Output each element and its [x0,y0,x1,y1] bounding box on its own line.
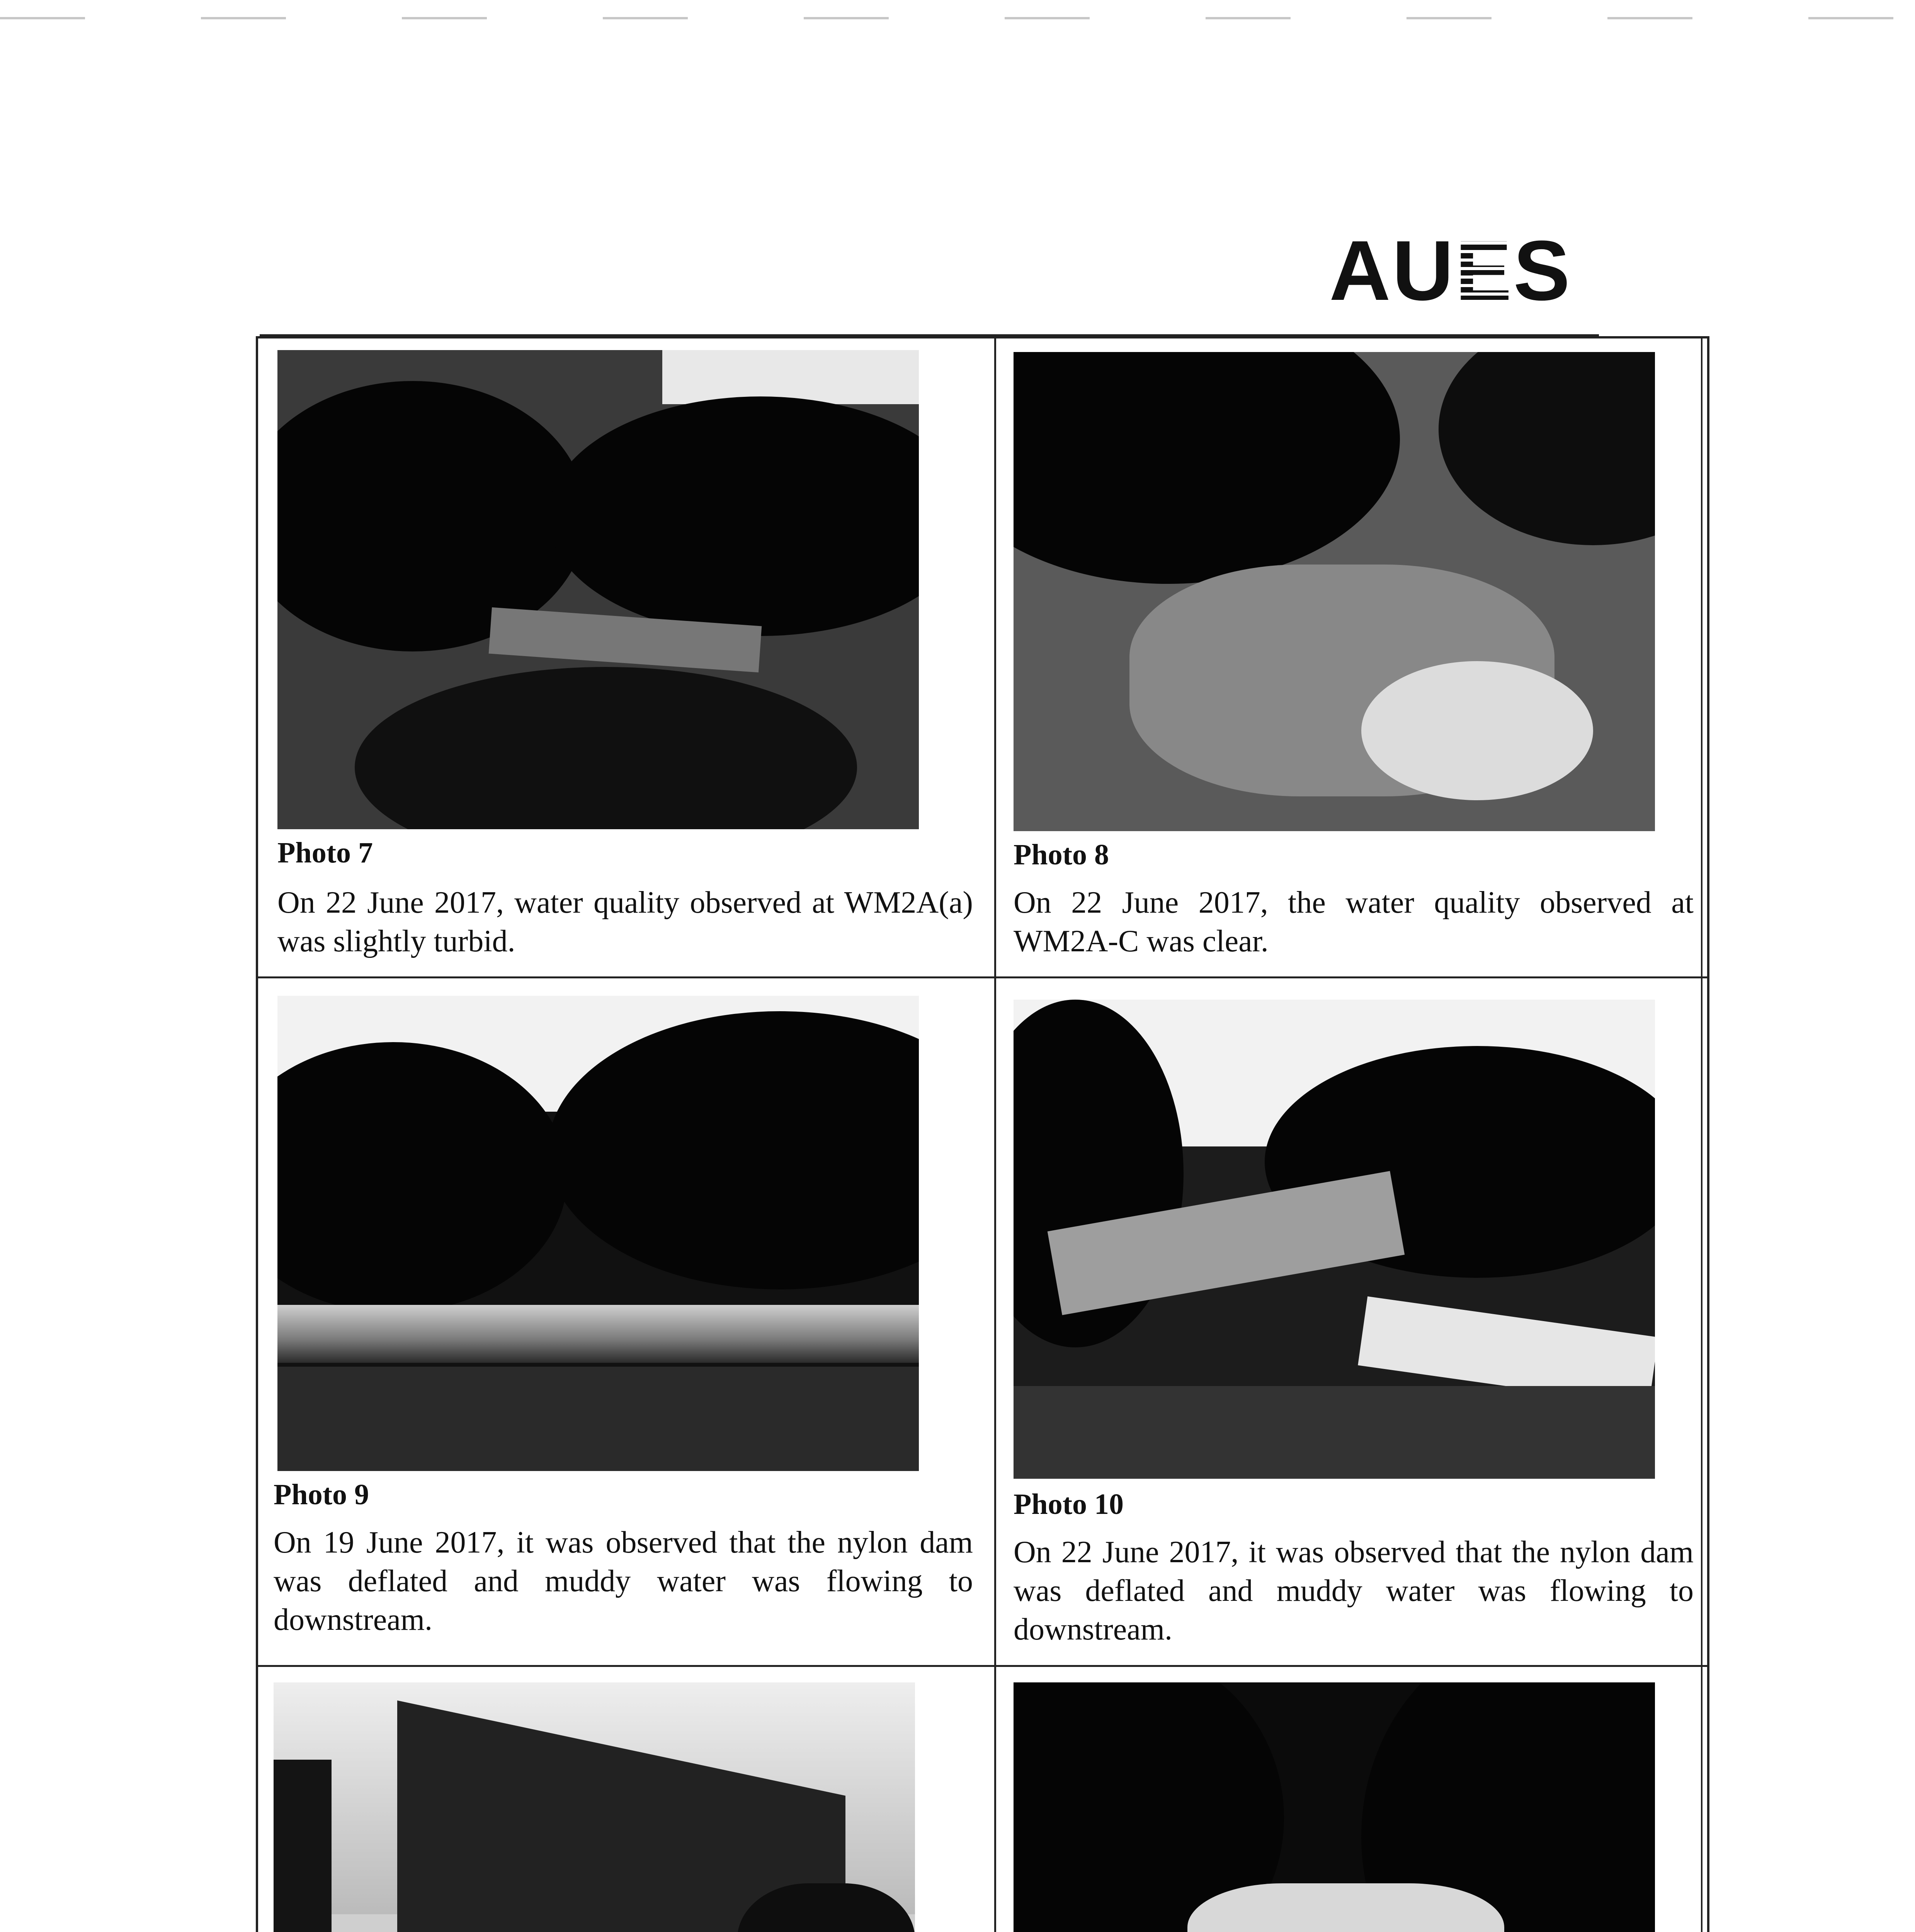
photo-10-caption: On 22 June 2017, it was observed that the nylon dam was deflated and muddy water was flowing to downstream. [1014,1535,1694,1646]
photo-cell-9 [258,978,996,1667]
photo-cell-8 [996,338,1707,978]
photo-cell-12 [996,1667,1707,1932]
photo-cell-11 [258,1667,996,1932]
aues-logo: AUES [1329,223,1572,318]
photo-8-image [1014,352,1655,831]
photo-7-image [277,350,919,829]
photo-9-title: Photo 9 [274,1478,369,1511]
photo-table [256,336,1709,1932]
photo-10-title: Photo 10 [1014,1488,1124,1520]
photo-9-image [277,996,919,1471]
photo-cell-7 [258,338,996,978]
photo-cell-10 [996,978,1707,1667]
photo-12-image [1014,1682,1655,1932]
photo-8-caption: On 22 June 2017, the water quality observed at WM2A-C was clear. [1014,886,1694,958]
photo-10-image [1014,1000,1655,1479]
scan-artifact-line [0,17,1915,19]
photo-11-image [274,1682,915,1932]
photo-9-caption: On 19 June 2017, it was observed that the nylon dam was deflated and muddy water was flowing to downstream. [274,1526,973,1637]
photo-7-title: Photo 7 [277,837,373,869]
photo-8-title: Photo 8 [1014,838,1109,871]
photo-7-caption: On 22 June 2017, water quality observed at WM2A(a) was slightly turbid. [277,886,973,958]
